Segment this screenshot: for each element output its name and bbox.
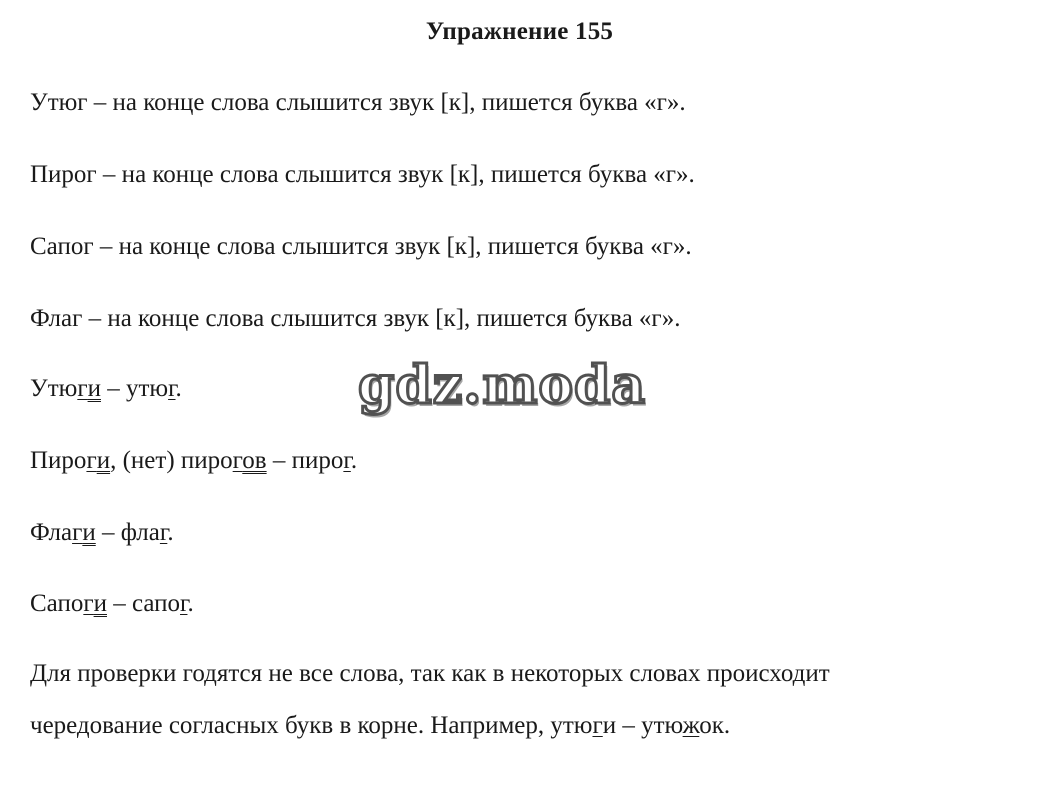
text-segment: Для проверки годятся не все слова, так как в некоторых словах происходит (30, 660, 830, 687)
text-segment: – пиро (266, 447, 344, 474)
text-segment: Сапог – на конце слова слышится звук [к], пишется буква «г». (30, 233, 692, 260)
text-segment: Сапо (30, 590, 84, 617)
root-consonant: ж (682, 712, 700, 739)
root-consonant: г (83, 590, 94, 617)
text-segment: . (187, 590, 194, 617)
text-line (30, 88, 686, 118)
root-consonant: г (77, 375, 88, 402)
text-segment: Утю (30, 375, 78, 402)
root-consonant: г (180, 590, 188, 617)
text-segment: ок. (699, 712, 731, 739)
text-segment: Фла (30, 519, 73, 546)
root-consonant: г (592, 712, 603, 739)
ending: и (96, 447, 111, 474)
text-segment: Утюг – на конце слова слышится звук [к], пишется буква «г». (30, 89, 686, 116)
text-segment: – утю (100, 375, 169, 402)
text-line (30, 589, 194, 619)
ending: и (93, 590, 107, 617)
root-consonant: г (159, 519, 168, 546)
text-line (30, 518, 174, 548)
text-segment: и – утю (602, 712, 683, 739)
root-consonant: г (232, 447, 243, 474)
ending: и (82, 519, 96, 546)
text-segment: чередование согласных букв в корне. Например, утю (30, 712, 593, 739)
ending: ов (242, 447, 267, 474)
text-segment: . (175, 375, 182, 402)
text-line (30, 232, 692, 262)
text-segment: , (нет) пиро (110, 447, 233, 474)
text-segment: Флаг – на конце слова слышится звук [к], пишется буква «г». (30, 305, 681, 332)
watermark-logo: gdz.moda (358, 355, 647, 416)
text-line (30, 659, 830, 689)
root-consonant: г (168, 375, 176, 402)
text-line (30, 446, 357, 476)
text-segment: – сапо (106, 590, 181, 617)
text-segment: – фла (95, 519, 160, 546)
text-line (30, 711, 730, 741)
text-segment: . (167, 519, 174, 546)
text-segment: . (350, 447, 358, 474)
text-line (30, 160, 695, 190)
root-consonant: г (72, 519, 83, 546)
text-line (30, 374, 182, 404)
exercise-title: Упражнение 155 (425, 18, 614, 45)
root-consonant: г (343, 447, 351, 474)
text-segment: Пирог – на конце слова слышится звук [к], пишется буква «г». (30, 161, 695, 188)
text-line (30, 304, 680, 334)
text-segment: Пиро (30, 447, 87, 474)
root-consonant: г (86, 447, 97, 474)
ending: и (87, 375, 101, 402)
